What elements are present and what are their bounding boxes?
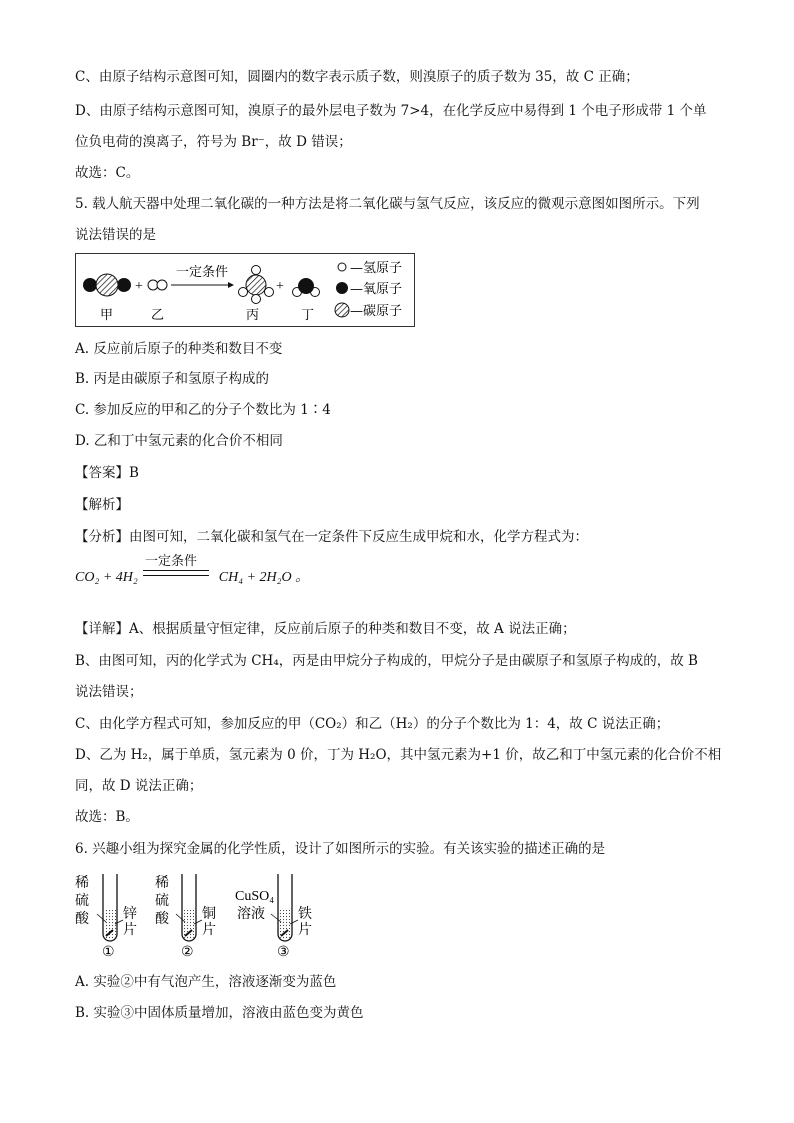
text-line: D、乙为 H₂，属于单质，氢元素为 0 价，丁为 H₂O，其中氢元素为+1 价，故乙和丁中氢元素的化合价不相 [75, 747, 722, 763]
text-line: 位负电荷的溴离子，符号为 Br⁻，故 D 错误； [75, 134, 352, 150]
answer: 【答案】B [75, 465, 139, 481]
t3-num: ③ [277, 944, 290, 960]
t2-metal-1: 铜 [202, 906, 216, 922]
legend-hydrogen: —氢原子 [350, 261, 403, 276]
legend-carbon-icon [335, 303, 349, 317]
reaction-svg [76, 254, 414, 326]
equation-equals-bar [143, 570, 209, 576]
t2-acid-2: 硫 [155, 893, 169, 909]
t3-sol-1: CuSO₄ [235, 889, 275, 904]
option-d: D. 乙和丁中氢元素的化合价不相同 [75, 433, 283, 449]
label-jia: 甲 [100, 308, 114, 323]
plus-sign: + [135, 279, 143, 294]
h2o-molecule [293, 278, 320, 297]
tubes-svg [75, 870, 315, 960]
plus-sign: + [276, 279, 284, 294]
equation-condition: 一定条件 [145, 553, 198, 568]
text-line: 同，故 D 说法正确； [75, 778, 203, 794]
text-line: C、由化学方程式可知，参加反应的甲（CO₂）和乙（H₂）的分子个数比为 1：4，故 C 说法正确； [75, 716, 670, 732]
analysis-heading: 【解析】 [75, 497, 129, 513]
text-line: 说法错误的是 [75, 227, 156, 243]
t2-acid-3: 酸 [155, 911, 169, 927]
t3-sol-2: 溶液 [237, 906, 265, 922]
t1-acid-2: 硫 [75, 893, 89, 909]
co2-molecule [83, 274, 131, 296]
equation-rhs: CH₄ + 2H₂O 。 [218, 570, 310, 585]
q6-option-a: A. 实验②中有气泡产生，溶液逐渐变为蓝色 [75, 974, 337, 990]
t1-acid-1: 稀 [75, 875, 89, 891]
text-line: 故选：C。 [75, 165, 140, 181]
t3-metal-1: 铁 [298, 906, 312, 922]
label-bing: 丙 [246, 308, 260, 323]
condition-label: 一定条件 [176, 265, 229, 280]
text-line: 故选：B。 [75, 809, 139, 825]
option-b: B. 丙是由碳原子和氢原子构成的 [75, 371, 270, 387]
q6-option-b: B. 实验③中固体质量增加，溶液由蓝色变为黄色 [75, 1005, 364, 1021]
t1-acid-3: 酸 [75, 911, 89, 927]
legend-carbon: —碳原子 [350, 304, 403, 319]
legend-hydrogen-icon [338, 263, 346, 271]
reaction-diagram [75, 253, 415, 327]
text-line: 说法错误； [75, 684, 143, 700]
t1-metal-2: 片 [123, 922, 137, 938]
option-c: C. 参加反应的甲和乙的分子个数比为 1∶4 [75, 402, 331, 418]
h2-molecule [148, 280, 167, 290]
t2-acid-1: 稀 [155, 875, 169, 891]
legend-oxygen-icon [336, 282, 348, 294]
t1-num: ① [102, 944, 115, 960]
arrow-head [228, 282, 234, 288]
question-5: 5. 载人航天器中处理二氧化碳的一种方法是将二氧化碳与氢气反应，该反应的微观示意图如图所示。下列 [75, 196, 700, 212]
text-line: D、由原子结构示意图可知，溴原子的最外层电子数为 7>4，在化学反应中易得到 1 个电子形成带 1 个单 [75, 103, 707, 119]
test-tube-figure [75, 870, 315, 960]
tube-3 [271, 874, 298, 941]
tube-1 [97, 874, 123, 941]
label-yi: 乙 [151, 308, 165, 323]
equation-lhs: CO₂ + 4H₂ [75, 570, 138, 585]
ch4-molecule [239, 266, 274, 304]
tube-2 [176, 874, 202, 941]
chemical-equation [75, 553, 310, 586]
t1-metal-1: 锌 [123, 906, 137, 922]
t2-metal-2: 片 [202, 922, 216, 938]
text-line: B、由图可知，丙的化学式为 CH₄，丙是由甲烷分子构成的，甲烷分子是由碳原子和氢原子构成的，故 B [75, 653, 698, 669]
label-ding: 丁 [301, 308, 315, 323]
text-line: C、由原子结构示意图可知，圆圈内的数字表示质子数，则溴原子的质子数为 35，故 C 正确； [75, 69, 639, 85]
fenxi: 【分析】由图可知，二氧化碳和氢气在一定条件下反应生成甲烷和水，化学方程式为： [75, 529, 588, 545]
t2-num: ② [181, 944, 194, 960]
t3-metal-2: 片 [298, 922, 312, 938]
question-6: 6. 兴趣小组为探究金属的化学性质，设计了如图所示的实验。有关该实验的描述正确的是 [75, 841, 606, 857]
xiangjie: 【详解】A、根据质量守恒定律，反应前后原子的种类和数目不变，故 A 说法正确； [75, 621, 576, 637]
legend-oxygen: —氧原子 [350, 282, 403, 297]
option-a: A. 反应前后原子的种类和数目不变 [75, 341, 283, 357]
